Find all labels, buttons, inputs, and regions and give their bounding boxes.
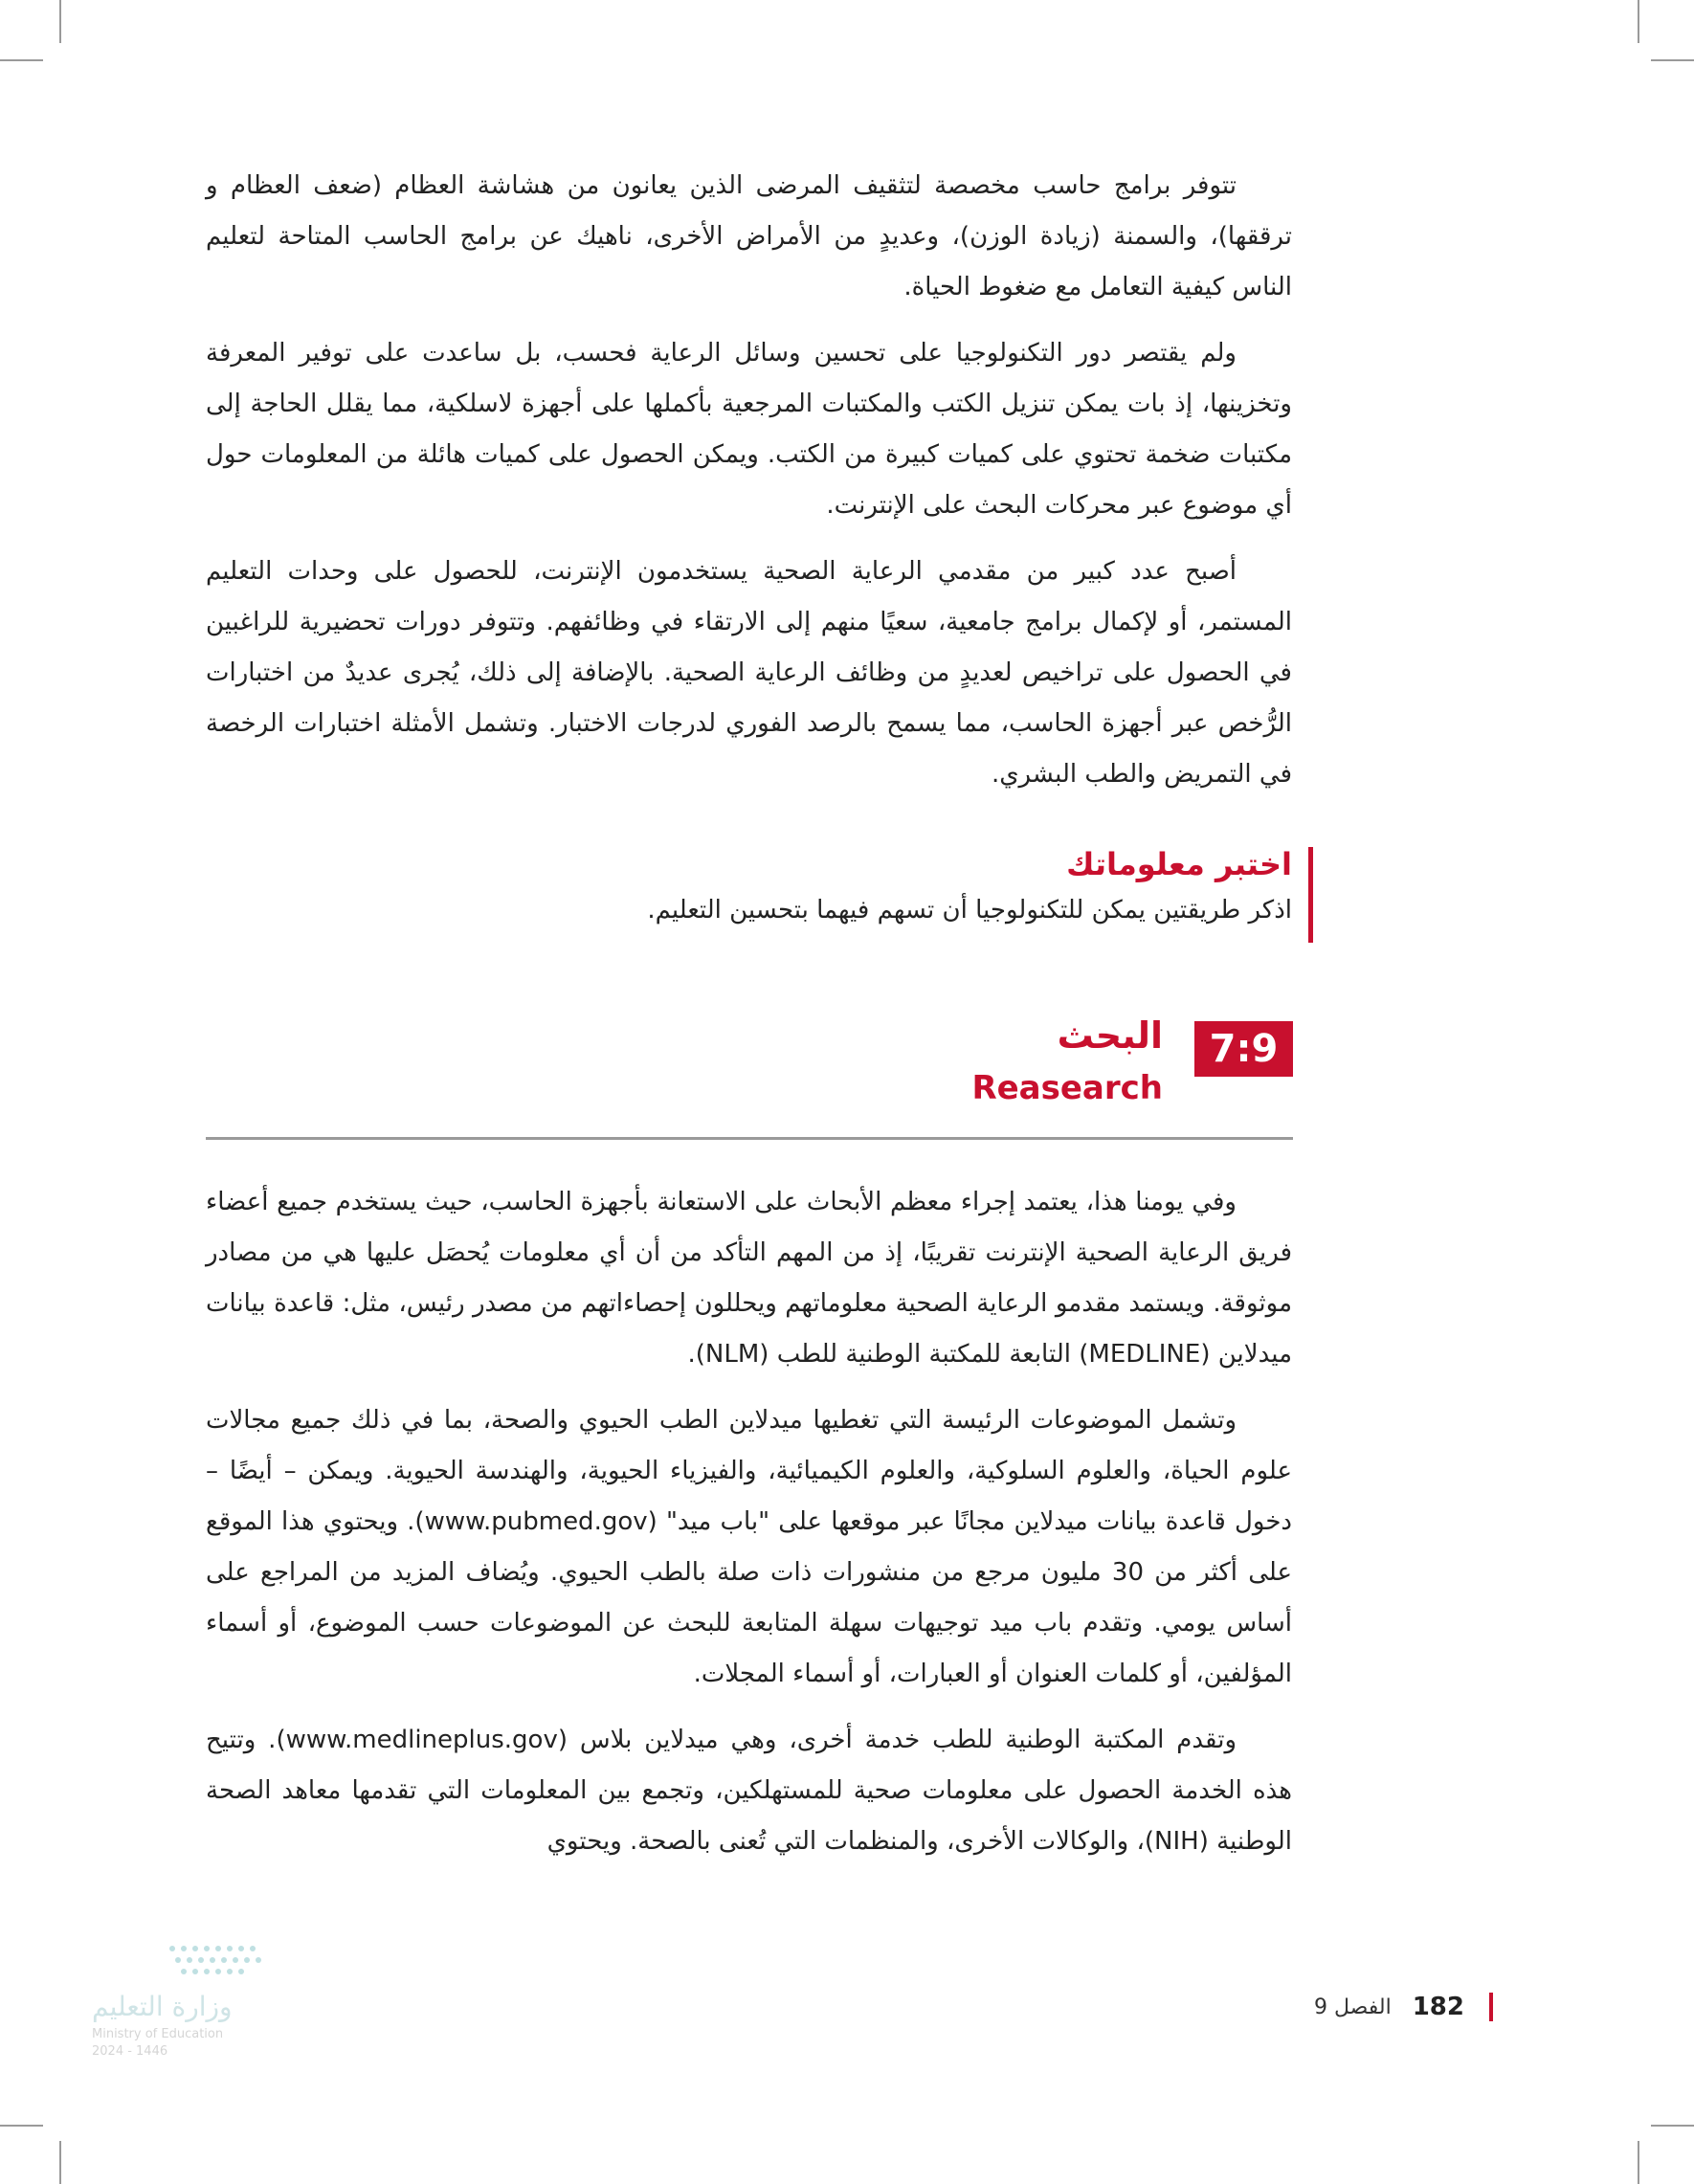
crop-mark (59, 0, 61, 43)
paragraph: ولم يقتصر دور التكنولوجيا على تحسين وسائل الرعاية فحسب، بل ساعدت على توفير المعرفة وتخزينها، إذ بات يمكن تنزيل الكتب والمكتبات المرجعية بأكملها على أجهزة لاسلكية، مما يقلل الحاجة إلى مكتبات ضخمة تحتوي على كميات كبيرة من الكتب. ويمكن الحصول على كميات هائلة من المعلومات حول أي موضوع عبر محركات البحث على الإنترنت. (206, 339, 1292, 520)
footer-accent-bar (1489, 1993, 1493, 2021)
paragraph: وتشمل الموضوعات الرئيسة التي تغطيها ميدلاين الطب الحيوي والصحة، بما في ذلك جميع مجالات علوم الحياة، والعلوم السلوكية، والعلوم الكيميائية، والفيزياء الحيوية، والهندسة الحيوية. ويمكن – أيضًا – دخول قاعدة بيانات ميدلاين مجانًا عبر موقعها على "باب ميد" (www.pubmed.gov). ويحتوي هذا الموقع على أكثر من 30 مليون مرجع من منشورات ذات صلة بالطب الحيوي. ويُضاف المزيد من المراجع على أساس يومي. وتقدم باب ميد توجيهات سهلة المتابعة للبحث عن الموضوعات حسب الموضوع، أو أسماء المؤلفين، أو كلمات العنوان أو العبارات، أو أسماء المجلات. (206, 1406, 1292, 1688)
crop-mark (1638, 0, 1639, 43)
ministry-logo (92, 1943, 274, 2067)
paragraph: وفي يومنا هذا، يعتمد إجراء معظم الأبحاث على الاستعانة بأجهزة الحاسب، حيث يستخدم جميع أعضاء فريق الرعاية الصحية الإنترنت تقريبًا، إذ من المهم التأكد من أن أي معلومات يُحصَل عليها هي من مصادر موثوقة. ويستمد مقدمو الرعاية الصحية معلوماتهم ويحللون إحصاءاتهم من مصدر رئيس، مثل: قاعدة بيانات ميدلاين (MEDLINE) التابعة للمكتبة الوطنية للطب (NLM). (206, 1188, 1292, 1369)
paragraph: وتقدم المكتبة الوطنية للطب خدمة أخرى، وهي ميدلاين بلاس (www.medlineplus.gov). وتتيح هذه الخدمة الحصول على معلومات صحية للمستهلكين، وتجمع بين المعلومات التي تقدمها معاهد الصحة الوطنية (NIH)، والوكالات الأخرى، والمنظمات التي تُعنى بالصحة. ويحتوي (206, 1726, 1292, 1856)
crop-mark (1651, 59, 1694, 61)
ministry-year: 2024 - 1446 (92, 2044, 168, 2059)
quiz-accent-bar (1308, 847, 1313, 943)
quiz-title: اختبر معلوماتك (1066, 846, 1292, 882)
page-number: 182 (1412, 1993, 1464, 2021)
ministry-name-english: Ministry of Education (92, 2027, 224, 2041)
crop-mark (1651, 2125, 1694, 2127)
ministry-name-arabic: وزارة التعليم (92, 1991, 233, 2022)
dots-pattern-icon (167, 1943, 272, 1981)
section-number-badge: 7:9 (1194, 1021, 1293, 1077)
chapter-label: الفصل 9 (1314, 1995, 1392, 2019)
crop-mark (1638, 2141, 1639, 2184)
check-your-knowledge-box (431, 839, 1292, 931)
quiz-question: اذكر طريقتين يمكن للتكنولوجيا أن تسهم فيهما بتحسين التعليم. (647, 896, 1292, 925)
paragraph: تتوفر برامج حاسب مخصصة لتثقيف المرضى الذين يعانون من هشاشة العظام (ضعف العظام و ترققها)، والسمنة (زيادة الوزن)، وعديدٍ من الأمراض الأخرى، ناهيك عن برامج الحاسب المتاحة لتعليم الناس كيفية التعامل مع ضغوط الحياة. (206, 171, 1292, 301)
crop-mark (59, 2141, 61, 2184)
section-title-arabic: البحث (1057, 1014, 1163, 1057)
body-text-bottom (206, 1177, 1292, 1867)
section-title-english: Reasearch (971, 1069, 1163, 1107)
body-text-top (206, 161, 1292, 800)
crop-mark (0, 59, 43, 61)
page-footer (1314, 1993, 1493, 2021)
section-divider (206, 1137, 1293, 1140)
crop-mark (0, 2125, 43, 2127)
paragraph: أصبح عدد كبير من مقدمي الرعاية الصحية يستخدمون الإنترنت، للحصول على وحدات التعليم المستمر، أو لإكمال برامج جامعية، سعيًا منهم إلى الارتقاء في وظائفهم. وتتوفر دورات تحضيرية للراغبين في الحصول على تراخيص لعديدٍ من وظائف الرعاية الصحية. بالإضافة إلى ذلك، يُجرى عديدٌ من اختبارات الرُّخص عبر أجهزة الحاسب، مما يسمح بالرصد الفوري لدرجات الاختبار. وتشمل الأمثلة اختبارات الرخصة في التمريض والطب البشري. (206, 557, 1292, 789)
